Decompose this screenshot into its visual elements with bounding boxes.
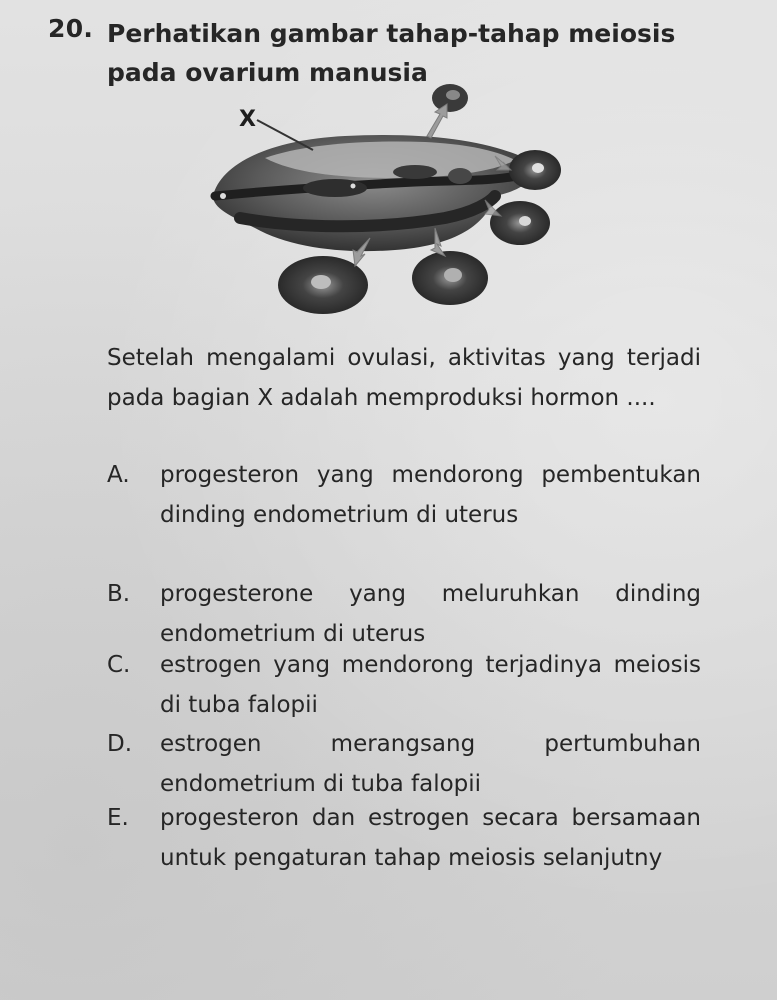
option-d[interactable]	[107, 724, 701, 804]
question-number: 20.	[48, 14, 94, 43]
option-e[interactable]	[107, 798, 701, 878]
option-a-text: progesteron yang mendorong pembentukan dinding endometrium di uterus	[160, 462, 701, 528]
follicle-right-upper	[509, 150, 561, 190]
option-a-letter: A.	[107, 462, 130, 488]
ovary-shape	[213, 135, 533, 251]
option-c-letter: C.	[107, 652, 131, 678]
option-e-text: progesteron dan estrogen secara bersamaan untuk pengaturan tahap meiosis selanjutny	[160, 805, 701, 871]
option-b-text: progesterone yang meluruhkan dinding endometrium di uterus	[160, 581, 701, 647]
follicle-right-lower	[490, 201, 550, 245]
option-b[interactable]	[107, 574, 701, 654]
option-d-text: estrogen merangsang pertumbuhan endometrium di tuba falopii	[160, 731, 701, 797]
question-stem: Setelah mengalami ovulasi, aktivitas yang terjadi pada bagian X adalah memproduksi hormon ....	[107, 345, 701, 411]
follicle-top	[432, 84, 468, 112]
figure-label-x: X	[239, 107, 256, 132]
question-title: Perhatikan gambar tahap-tahap meiosis pada ovarium manusia	[107, 19, 676, 87]
option-d-letter: D.	[107, 731, 133, 757]
option-a[interactable]	[107, 455, 701, 535]
option-b-letter: B.	[107, 581, 131, 607]
option-e-letter: E.	[107, 805, 129, 831]
option-c[interactable]	[107, 645, 701, 725]
ovary-meiosis-diagram	[195, 78, 585, 333]
option-c-text: estrogen yang mendorong terjadinya meiosis di tuba falopii	[160, 652, 701, 718]
follicle-bottom-right	[412, 251, 488, 305]
label-x-marker	[239, 107, 313, 150]
